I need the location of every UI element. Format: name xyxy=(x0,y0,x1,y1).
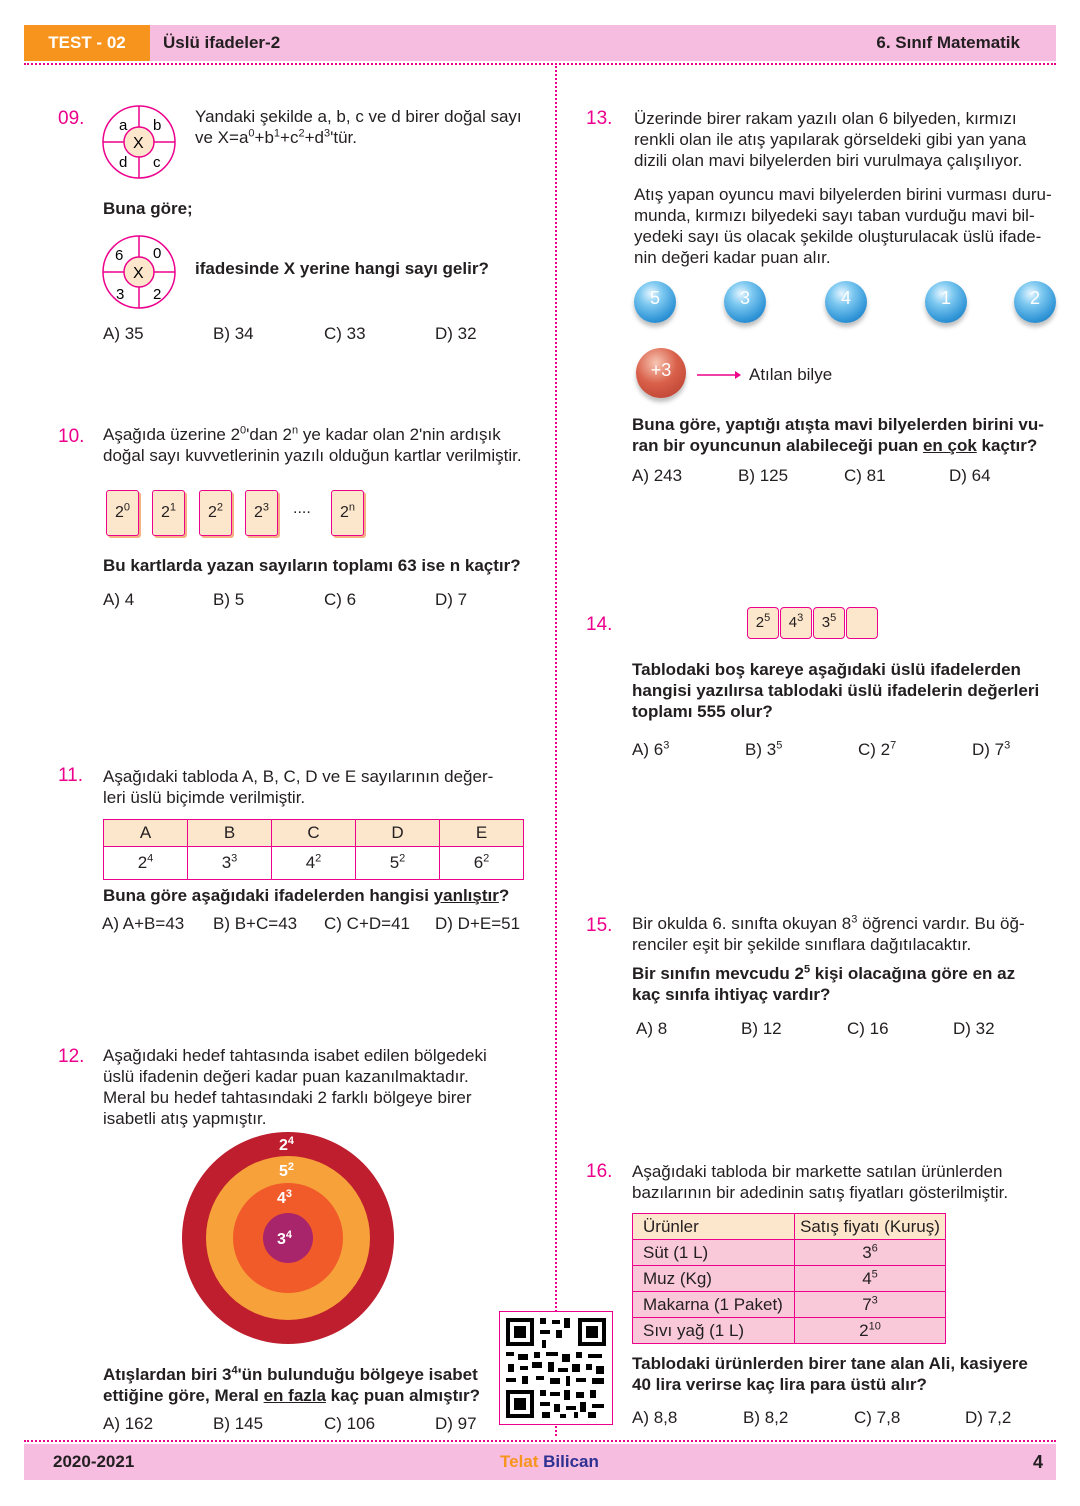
q12-option-c[interactable]: C) 106 xyxy=(324,1414,376,1433)
circle1-x: X xyxy=(133,135,144,152)
school-year: 2020-2021 xyxy=(53,1452,135,1471)
column-divider xyxy=(555,66,557,1436)
circle1-b: b xyxy=(153,117,162,134)
product-name: Sıvı yağ (1 L) xyxy=(633,1318,795,1344)
q12-text-line3: Meral bu hedef tahtasındaki 2 farklı bölgeye birer xyxy=(103,1088,472,1107)
circle2-b: 0 xyxy=(153,245,162,262)
table-header: Satış fiyatı (Kuruş) xyxy=(795,1214,946,1240)
card-ellipsis: .... xyxy=(293,500,311,517)
q9-buna-gore: Buna göre; xyxy=(103,199,193,218)
q11-option-c[interactable]: C) C+D=41 xyxy=(324,914,410,933)
blue-ball: 5 xyxy=(634,281,676,323)
circle2-a: 6 xyxy=(115,247,124,264)
product-price: $2^{10}$ xyxy=(795,1318,946,1344)
circle1-a: a xyxy=(119,117,128,134)
red-ball: +3 xyxy=(636,348,686,398)
q16-question-line2: 40 lira verirse kaç lira para üstü alır? xyxy=(632,1375,927,1394)
q10-option-a[interactable]: A) 4 xyxy=(103,590,135,609)
q12-question-line1: Atışlardan biri $3^4'ün$ bulunduğu bölgeye isabet xyxy=(103,1364,478,1384)
circle-diagram-letters xyxy=(101,104,177,180)
empty-box xyxy=(846,607,878,639)
q11-option-a[interactable]: A) A+B=43 xyxy=(102,914,185,933)
ring-label-outer: $2^4$ xyxy=(279,1135,295,1154)
q9-text-line2: ve $X=a^0+b^1+c^2+d^3'tür$. xyxy=(195,127,357,147)
header-divider xyxy=(24,63,1056,65)
q13-p1-line1: Üzerinde birer rakam yazılı olan 6 bilyeden, kırmızı xyxy=(634,109,1017,128)
blue-ball: 1 xyxy=(925,281,967,323)
product-name: Muz (Kg) xyxy=(633,1266,795,1292)
circle1-c: c xyxy=(153,154,161,171)
q16-text-line2: bazılarının bir adedinin satış fiyatları gösterilmiştir. xyxy=(632,1183,1009,1202)
q12-option-d[interactable]: D) 97 xyxy=(435,1414,477,1433)
qr-code[interactable] xyxy=(499,1311,613,1425)
q12-option-b[interactable]: B) 145 xyxy=(213,1414,264,1433)
q14-option-c[interactable]: C) $2^7$ xyxy=(858,739,897,759)
q13-question-line1: Buna göre, yaptığı atışta mavi bilyelerden birini vu- xyxy=(632,415,1044,434)
page-title: Üslü ifadeler-2 xyxy=(163,33,281,52)
q15-option-d[interactable]: D) 32 xyxy=(953,1019,995,1038)
table-cell: $3^3$ xyxy=(188,847,272,880)
question-number-15: 15. xyxy=(586,915,613,936)
circle2-c: 2 xyxy=(153,286,162,303)
ring-label-center: $3^4$ xyxy=(277,1229,293,1248)
q14-question-line1: Tablodaki boş kareye aşağıdaki üslü ifadelerden xyxy=(632,660,1021,679)
q15-text-line2: renciler eşit bir şekilde sınıflara dağıtılacaktır. xyxy=(632,935,972,954)
power-card: $2^1$ xyxy=(152,490,185,536)
table-row xyxy=(633,1240,946,1266)
q15-question-line1: Bir sınıfın mevcudu $2^5$ kişi olacağına göre en az xyxy=(632,963,1016,983)
exponent-box: $2^5$ xyxy=(747,607,779,639)
product-name: Süt (1 L) xyxy=(633,1240,795,1266)
q10-option-c[interactable]: C) 6 xyxy=(324,590,357,609)
q14-option-b[interactable]: B) $3^5$ xyxy=(745,739,783,759)
circle-diagram-numbers xyxy=(101,234,177,310)
table-cell: $4^2$ xyxy=(272,847,356,880)
table-cell: $5^2$ xyxy=(356,847,440,880)
table-cell: $2^4$ xyxy=(104,847,188,880)
q13-option-a[interactable]: A) 243 xyxy=(632,466,683,485)
arrow-icon xyxy=(697,369,742,381)
q13-p2-line1: Atış yapan oyuncu mavi bilyelerden birini vurması duru- xyxy=(634,185,1052,204)
test-label: TEST - 02 xyxy=(24,25,150,61)
question-number-12: 12. xyxy=(58,1046,85,1067)
circle2-x: X xyxy=(133,265,144,282)
table-row xyxy=(633,1318,946,1344)
q14-option-d[interactable]: D) $7^3$ xyxy=(972,739,1011,759)
table-header: E xyxy=(440,820,524,847)
question-number-9: 09. xyxy=(58,108,85,129)
exponent-box: $4^3$ xyxy=(780,607,812,639)
footer-divider xyxy=(24,1440,1056,1442)
table-header: Ürünler xyxy=(633,1214,795,1240)
q9-question: ifadesinde X yerine hangi sayı gelir? xyxy=(195,259,489,278)
q11-question: Buna göre aşağıdaki ifadelerden hangisi yanlıştır? xyxy=(103,886,510,905)
page-number: 4 xyxy=(1033,1452,1044,1472)
q13-p2-line4: nin değeri kadar puan alır. xyxy=(634,248,831,267)
q16-option-d[interactable]: D) 7,2 xyxy=(965,1408,1012,1427)
q16-option-c[interactable]: C) 7,8 xyxy=(854,1408,901,1427)
table-row xyxy=(633,1292,946,1318)
q12-text-line4: isabetli atış yapmıştır. xyxy=(103,1109,267,1128)
table-cell: $6^2$ xyxy=(440,847,524,880)
q13-p2-line2: munda, kırmızı bilyedeki sayı taban vurduğu mavi bil- xyxy=(634,206,1035,225)
q14-option-a[interactable]: A) $6^3$ xyxy=(632,739,670,759)
q9-option-a[interactable]: A) 35 xyxy=(103,324,144,343)
product-price: $7^3$ xyxy=(795,1292,946,1318)
q10-option-d[interactable]: D) 7 xyxy=(435,590,468,609)
q10-option-b[interactable]: B) 5 xyxy=(213,590,245,609)
product-price: $3^6$ xyxy=(795,1240,946,1266)
price-table xyxy=(632,1213,946,1344)
q11-text-line1: Aşağıdaki tabloda A, B, C, D ve E sayılarının değer- xyxy=(103,767,494,786)
q14-question-line3: toplamı 555 olur? xyxy=(632,702,773,721)
table-header: B xyxy=(188,820,272,847)
q13-question-line2: ran bir oyuncunun alabileceği puan en çok kaçtır? xyxy=(632,436,1038,455)
q9-option-c[interactable]: C) 33 xyxy=(324,324,366,343)
product-name: Makarna (1 Paket) xyxy=(633,1292,795,1318)
qr-code-icon xyxy=(500,1312,612,1424)
q10-text-line2: doğal sayı kuvvetlerinin yazılı olduğun kartlar verilmiştir. xyxy=(103,446,522,465)
question-number-14: 14. xyxy=(586,614,613,635)
q13-option-c[interactable]: C) 81 xyxy=(844,466,886,485)
circle2-d: 3 xyxy=(116,286,125,303)
q13-p1-line2: renkli olan ile atış yapılarak görseldeki gibi yan yana xyxy=(634,130,1027,149)
table-header: C xyxy=(272,820,356,847)
q16-option-a[interactable]: A) 8,8 xyxy=(632,1408,678,1427)
blue-ball: 3 xyxy=(724,281,766,323)
ring-label-2: $5^2$ xyxy=(279,1161,295,1180)
q12-question-line2: ettiğine göre, Meral en fazla kaç puan almıştır? xyxy=(103,1386,480,1405)
q15-question-line2: kaç sınıfa ihtiyaç vardır? xyxy=(632,985,831,1004)
table-row xyxy=(633,1266,946,1292)
q13-p1-line3: dizili olan mavi bilyelerden biri vurulmaya çalışılıyor. xyxy=(634,151,1023,170)
power-card: $2^0$ xyxy=(106,490,139,536)
q10-text-line1: Aşağıda üzerine $2^0'dan$ 2$^n$ ye kadar olan 2'nin ardışık xyxy=(103,424,501,444)
q12-text-line2: üslü ifadenin değeri kadar puan kazanılmaktadır. xyxy=(103,1067,469,1086)
q13-option-d[interactable]: D) 64 xyxy=(949,466,991,485)
exponent-table xyxy=(103,819,524,880)
q11-option-b[interactable]: B) B+C=43 xyxy=(213,914,298,933)
blue-ball: 2 xyxy=(1014,281,1056,323)
q15-option-b[interactable]: B) 12 xyxy=(741,1019,782,1038)
q9-option-b[interactable]: B) 34 xyxy=(213,324,254,343)
q15-text-line1: Bir okulda 6. sınıfta okuyan $8^3$ öğrenci vardır. Bu öğ- xyxy=(632,913,1025,933)
q15-option-a[interactable]: A) 8 xyxy=(636,1019,668,1038)
power-card: $2^2$ xyxy=(199,490,232,536)
q12-text-line1: Aşağıdaki hedef tahtasında isabet edilen bölgedeki xyxy=(103,1046,487,1065)
q10-question: Bu kartlarda yazan sayıların toplamı 63 ise n kaçtır? xyxy=(103,556,521,575)
q16-question-line1: Tablodaki ürünlerden birer tane alan Ali, kasiyere xyxy=(632,1354,1028,1373)
q11-text-line2: leri üslü biçimde verilmiştir. xyxy=(103,788,306,807)
blue-ball: 4 xyxy=(825,281,867,323)
question-number-11: 11. xyxy=(58,765,84,786)
table-header: A xyxy=(104,820,188,847)
exponent-box: $3^5$ xyxy=(813,607,845,639)
q11-option-d[interactable]: D) D+E=51 xyxy=(435,914,521,933)
q15-option-c[interactable]: C) 16 xyxy=(847,1019,889,1038)
subject-label: 6. Sınıf Matematik xyxy=(876,33,1020,52)
q9-option-d[interactable]: D) 32 xyxy=(435,324,477,343)
table-header: D xyxy=(356,820,440,847)
brand-logo: Telat Bilican xyxy=(500,1452,599,1471)
power-card: $2^3$ xyxy=(245,490,278,536)
q13-p2-line3: yedeki sayı üs olacak şekilde oluşturulacak üslü ifade- xyxy=(634,227,1042,246)
ring-label-3: $4^3$ xyxy=(277,1188,293,1207)
product-price: $4^5$ xyxy=(795,1266,946,1292)
circle1-d: d xyxy=(119,154,128,171)
q14-question-line2: hangisi yazılırsa tablodaki üslü ifadelerin değerleri xyxy=(632,681,1040,700)
q9-text-line1: Yandaki şekilde a, b, c ve d birer doğal sayı xyxy=(195,107,522,126)
q16-option-b[interactable]: B) 8,2 xyxy=(743,1408,789,1427)
target-board xyxy=(180,1130,396,1346)
question-number-13: 13. xyxy=(586,108,613,129)
q16-text-line1: Aşağıdaki tabloda bir markette satılan ürünlerden xyxy=(632,1162,1003,1181)
red-ball-label: Atılan bilye xyxy=(749,365,833,384)
q13-option-b[interactable]: B) 125 xyxy=(738,466,789,485)
question-number-10: 10. xyxy=(58,426,85,447)
q12-option-a[interactable]: A) 162 xyxy=(103,1414,154,1433)
power-card-last: 2$^n$ xyxy=(331,490,364,536)
question-number-16: 16. xyxy=(586,1161,613,1182)
